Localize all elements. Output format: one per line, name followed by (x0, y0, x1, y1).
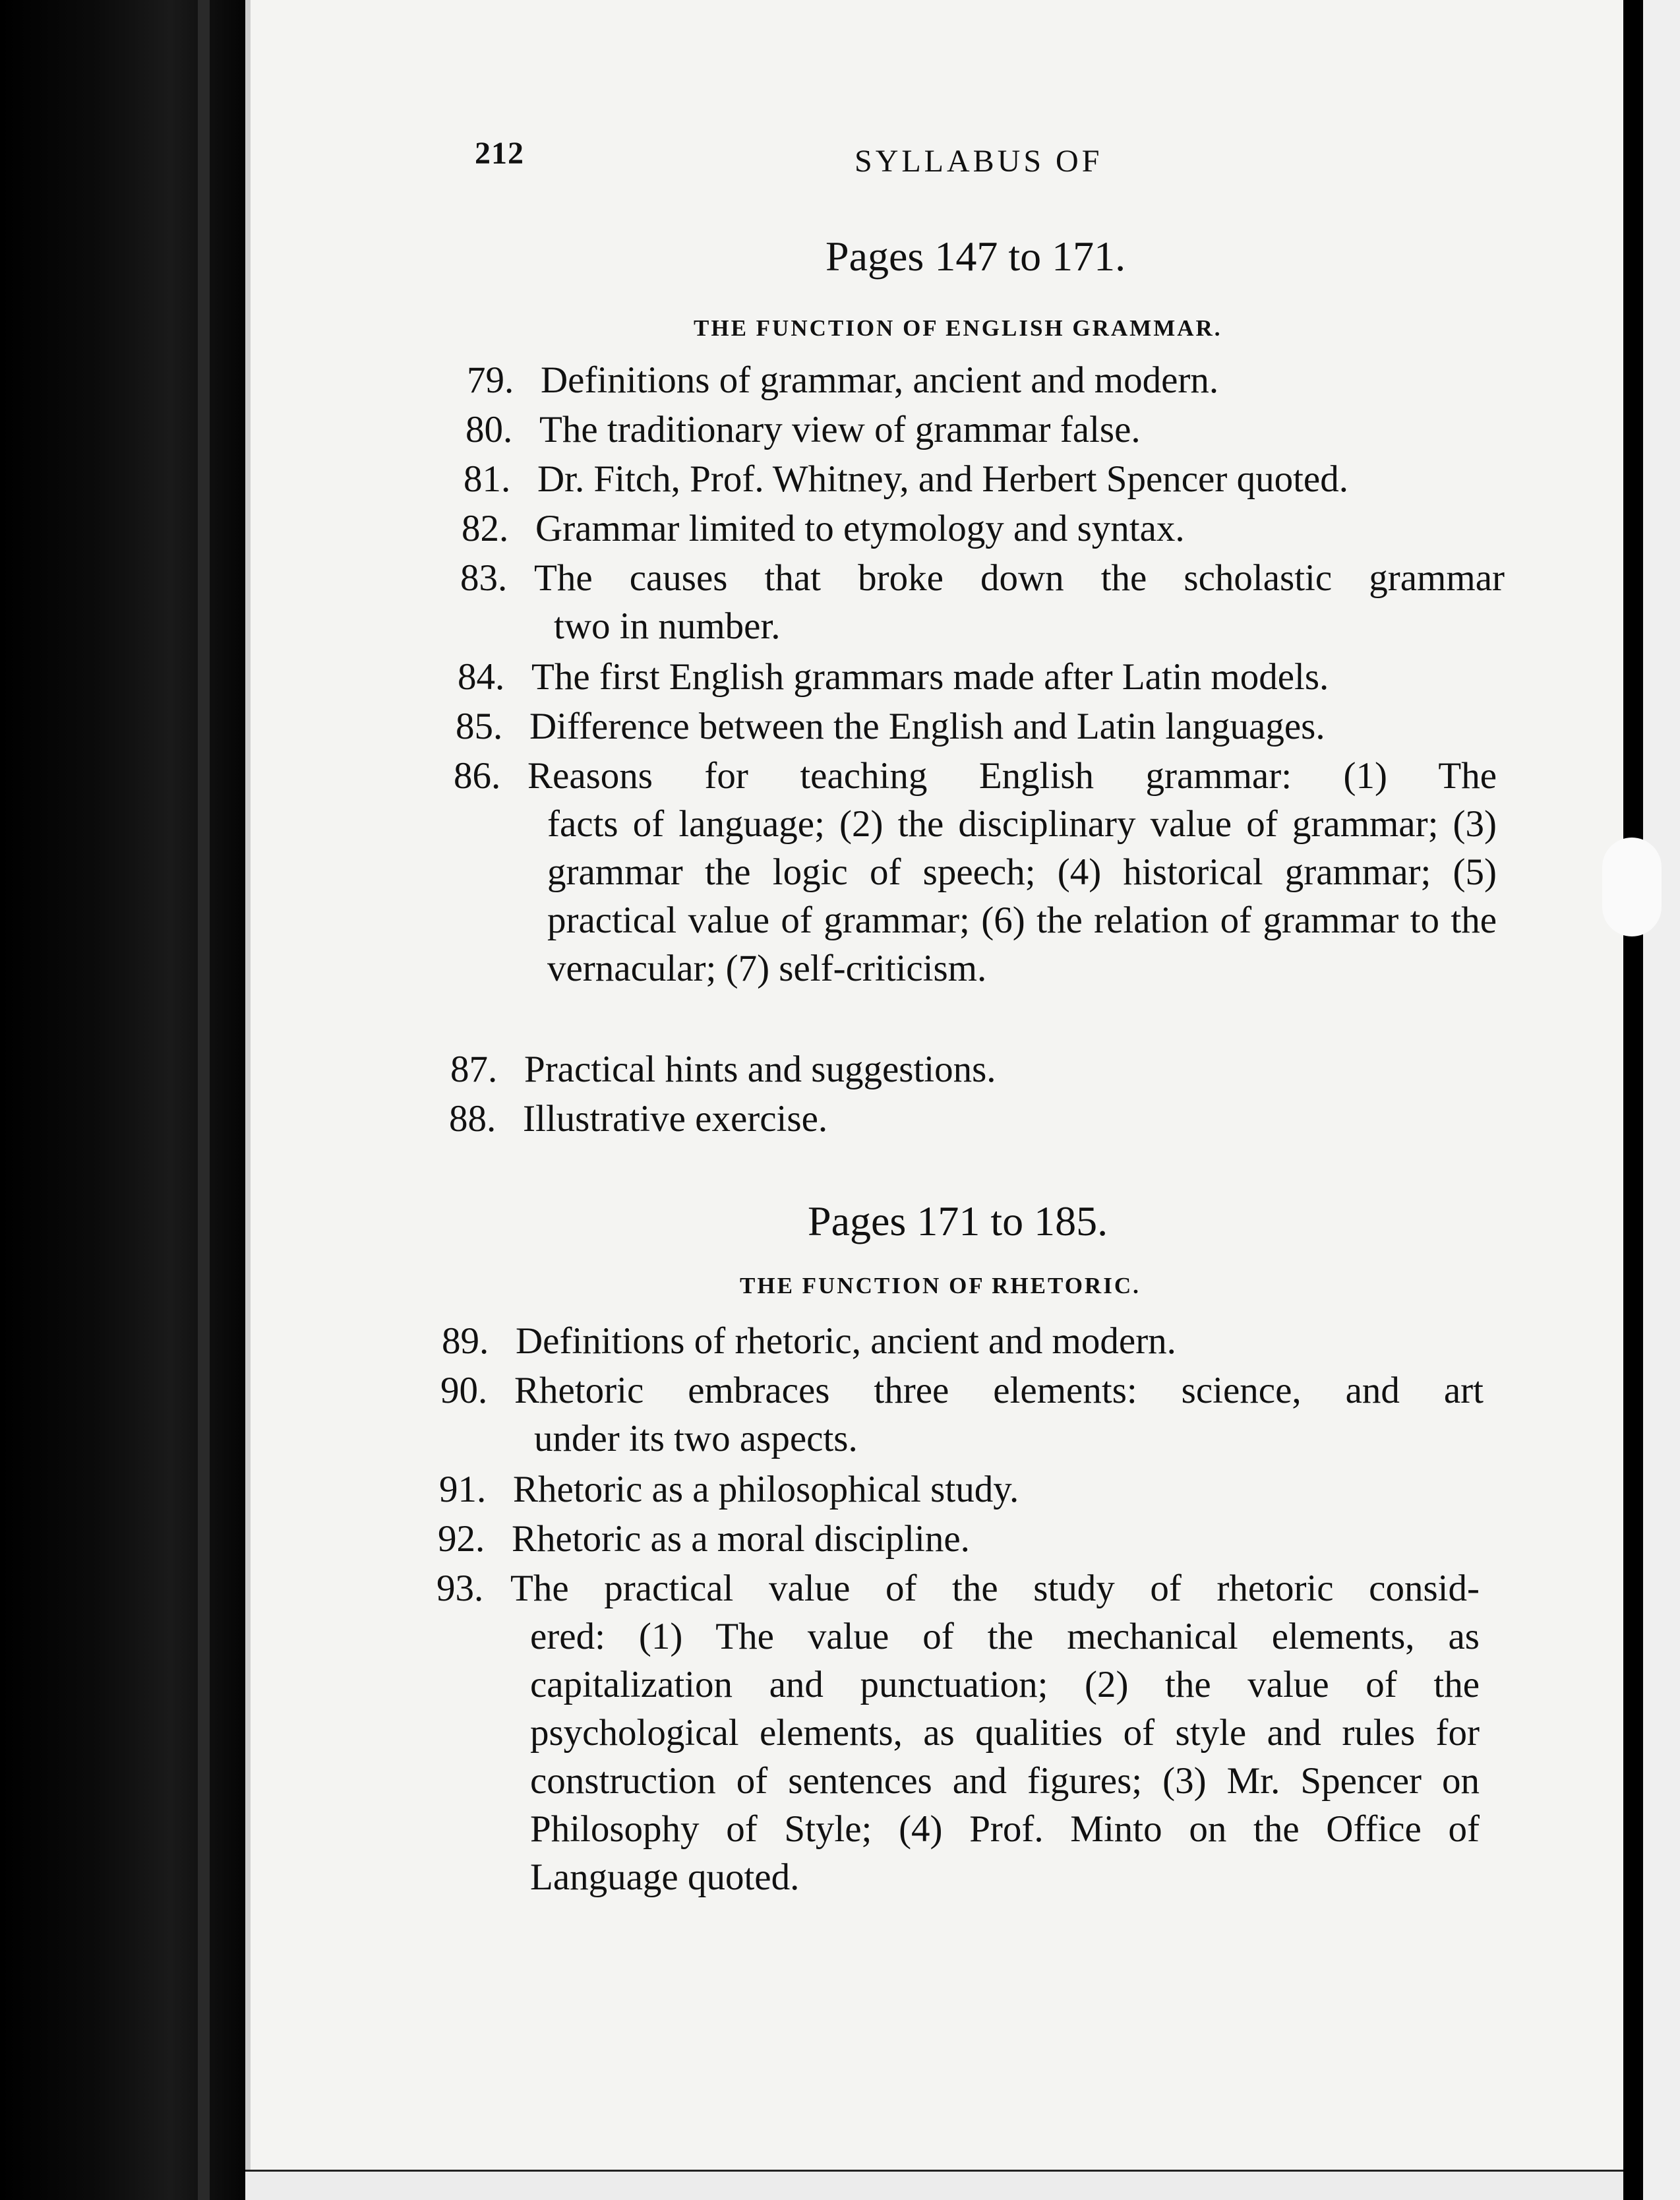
syllabus-entry (454, 752, 1497, 993)
syllabus-entry (456, 702, 1500, 750)
syllabus-entry (467, 356, 1378, 404)
entry-text: Practical hints and suggestions. (524, 1049, 996, 1090)
scan-artifact (1602, 838, 1662, 936)
page-number: 212 (475, 136, 524, 171)
entry-number: 87. (450, 1049, 498, 1090)
gutter-stripe (198, 0, 210, 2200)
entry-text: Rhetoric as a moral discipline. (512, 1518, 970, 1560)
entry-number: 84. (458, 656, 505, 698)
entry-text: Grammar limited to etymology and syntax. (535, 508, 1185, 549)
entry-text: Illustrative exercise. (523, 1098, 828, 1140)
entry-number: 80. (465, 409, 513, 450)
entry-continuation: under its two aspects. (534, 1418, 858, 1459)
page-bottom-edge (245, 2170, 1623, 2200)
entry-text: Definitions of grammar, ancient and modern. (541, 359, 1219, 401)
syllabus-entry (458, 653, 1502, 701)
entry-continuation: facts of language; (2) the disciplinary value of grammar; (3) grammar the logic of speech; (4) historical grammar; (5) practical value of grammar; (6) the relation of grammar to the vernacular; (7) self-criticism. (547, 803, 1497, 989)
entry-text: Rhetoric embraces three elements: science, and art (514, 1370, 1484, 1411)
facing-page-strip (1643, 0, 1680, 2200)
page-left-edge (245, 0, 251, 2170)
section-page-range: Pages 147 to 171. (825, 233, 1126, 280)
syllabus-entry (460, 554, 1505, 650)
syllabus-entry (465, 406, 1377, 454)
entry-continuation: ered: (1) The value of the mechanical elements, as capitalization and punctuation; (2) the value of the psychological elements, as qualities of style and rules for construction of sentences and figures; (3) Mr. Spencer on Philosophy of Style; (4) Prof. Minto on the Office of Language quoted. (530, 1616, 1480, 1898)
syllabus-entry (438, 1515, 1369, 1563)
section-title: THE FUNCTION OF RHETORIC. (740, 1273, 1141, 1299)
entry-text: The practical value of the study of rhetoric consid- (510, 1568, 1480, 1609)
entry-number: 86. (454, 755, 501, 797)
entry-number: 81. (464, 458, 511, 500)
entry-number: 89. (442, 1320, 489, 1362)
entry-text: Rhetoric as a philosophical study. (513, 1469, 1019, 1510)
section-title: THE FUNCTION OF ENGLISH GRAMMAR. (694, 315, 1222, 341)
section-page-range: Pages 171 to 185. (808, 1198, 1108, 1244)
entry-text: The traditionary view of grammar false. (539, 409, 1141, 450)
entry-number: 93. (436, 1568, 484, 1609)
entry-number: 85. (456, 706, 503, 747)
entry-number: 90. (440, 1370, 488, 1411)
entry-text: The first English grammars made after Latin models. (531, 656, 1329, 698)
entry-number: 88. (449, 1098, 496, 1140)
syllabus-entry (450, 1045, 1381, 1093)
entry-continuation: two in number. (554, 605, 781, 647)
facing-page-edge (1623, 0, 1643, 2200)
entry-number: 83. (460, 557, 508, 599)
syllabus-entry (449, 1095, 1380, 1143)
syllabus-entry (464, 455, 1508, 503)
entry-number: 79. (467, 359, 514, 401)
entry-number: 91. (439, 1469, 487, 1510)
entry-text: Dr. Fitch, Prof. Whitney, and Herbert Spencer quoted. (537, 458, 1348, 500)
syllabus-entry (442, 1317, 1373, 1365)
syllabus-entry (439, 1465, 1370, 1513)
syllabus-entry (436, 1564, 1480, 1901)
entry-text: Reasons for teaching English grammar: (1) The (527, 755, 1497, 797)
syllabus-entry (462, 504, 1373, 553)
syllabus-entry (440, 1366, 1484, 1463)
entry-text: Difference between the English and Latin languages. (529, 706, 1325, 747)
running-head: SYLLABUS OF (855, 144, 1103, 179)
entry-number: 82. (462, 508, 509, 549)
entry-text: The causes that broke down the scholastic grammar (534, 557, 1505, 599)
entry-text: Definitions of rhetoric, ancient and modern. (516, 1320, 1176, 1362)
entry-number: 92. (438, 1518, 485, 1560)
